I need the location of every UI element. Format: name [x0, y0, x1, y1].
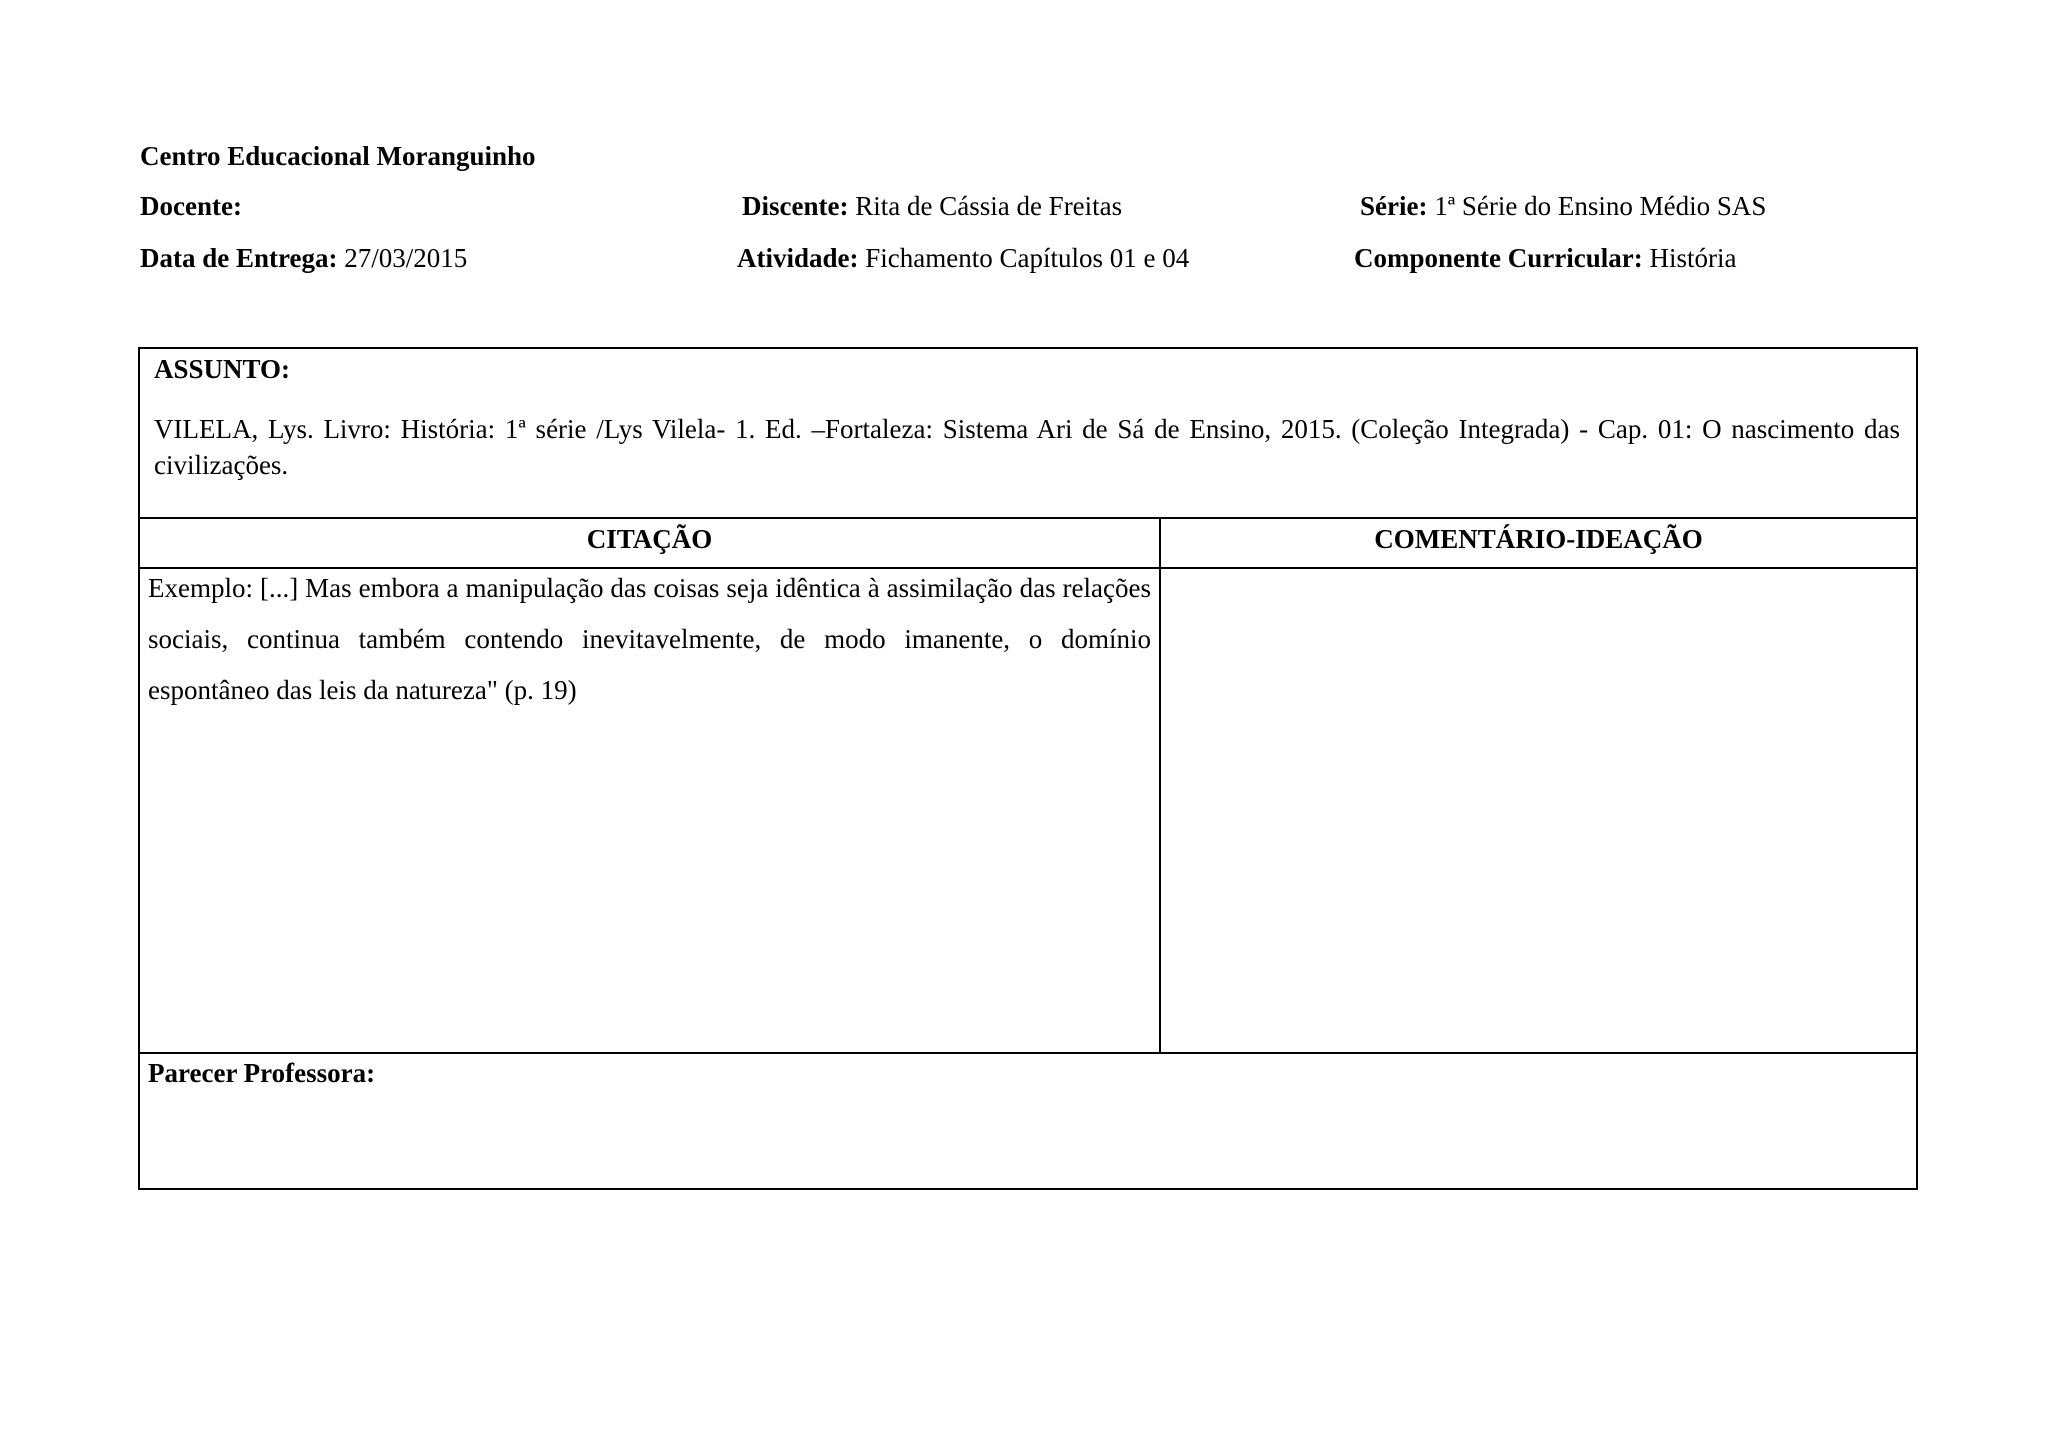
atividade-field: [737, 242, 1189, 274]
citacao-cell[interactable]: [140, 569, 1161, 1054]
docente-label: Docente:: [140, 191, 242, 221]
citacao-text: Exemplo: [...] Mas embora a manipulação das coisas seja idêntica à assimilação das relações sociais, continua também contendo inevitavelmente, de modo imanente, o domínio espontâneo das leis da natureza" (p. 19): [148, 573, 1151, 705]
parecer-cell[interactable]: [140, 1054, 1916, 1188]
discente-field: [742, 190, 1122, 222]
assunto-text: VILELA, Lys. Livro: História: 1ª série /Lys Vilela- 1. Ed. –Fortaleza: Sistema Ari de Sá de Ensino, 2015. (Coleção Integrada) - Cap. 01: O nascimento das civilizações.: [154, 414, 1900, 480]
assunto-label: ASSUNTO:: [154, 354, 291, 384]
componente-label: Componente Curricular:: [1354, 243, 1643, 273]
atividade-label: Atividade:: [737, 243, 859, 273]
fichamento-table: [138, 347, 1918, 1190]
componente-field: [1354, 242, 1736, 274]
comentario-cell[interactable]: [1161, 569, 1916, 1054]
data-entrega-value: 27/03/2015: [344, 243, 468, 273]
data-entrega-field: [140, 242, 467, 274]
serie-value: 1ª Série do Ensino Médio SAS: [1434, 191, 1767, 221]
data-entrega-label: Data de Entrega:: [140, 243, 338, 273]
citacao-header: CITAÇÃO: [140, 519, 1161, 569]
componente-value: História: [1649, 243, 1737, 273]
atividade-value: Fichamento Capítulos 01 e 04: [865, 243, 1190, 273]
discente-value: Rita de Cássia de Freitas: [855, 191, 1123, 221]
discente-label: Discente:: [742, 191, 849, 221]
serie-field: [1360, 190, 1766, 222]
assunto-cell: [140, 349, 1916, 519]
docente-field: [140, 190, 242, 222]
school-name: Centro Educacional Moranguinho: [140, 141, 536, 171]
serie-label: Série:: [1360, 191, 1428, 221]
comentario-header: COMENTÁRIO-IDEAÇÃO: [1161, 519, 1916, 569]
parecer-label: Parecer Professora:: [148, 1058, 376, 1088]
